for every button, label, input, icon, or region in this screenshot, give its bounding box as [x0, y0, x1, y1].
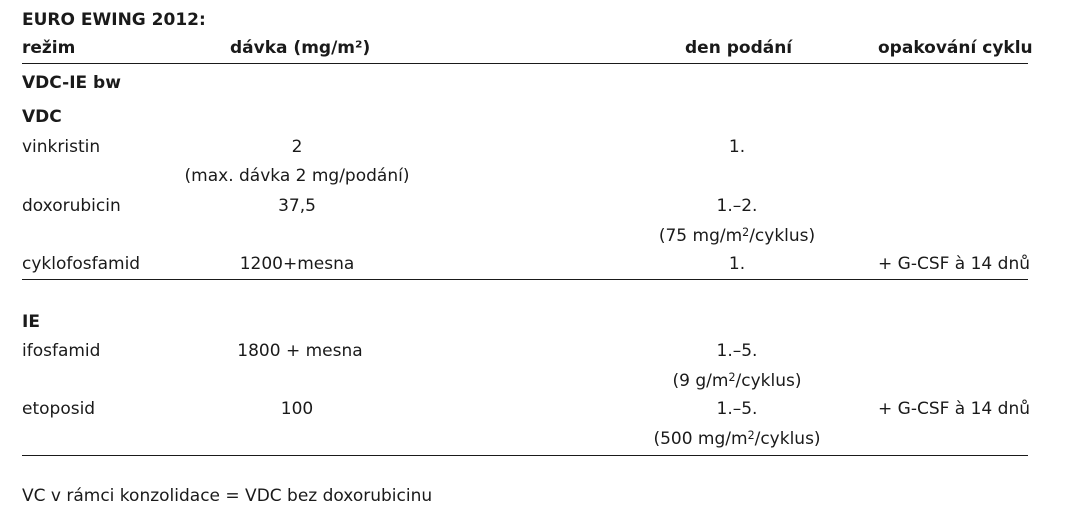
drug-name: doxorubicin [22, 196, 121, 216]
drug-dose: 100 [280, 399, 314, 419]
header-cycle: opakování cyklu [878, 38, 1033, 58]
drug-dose: 2 [291, 137, 303, 157]
protocol-name: VDC-IE bw [22, 73, 121, 93]
bottom-rule [22, 455, 1028, 456]
admin-day: 1. [728, 137, 746, 157]
drug-name: cyklofosfamid [22, 254, 141, 274]
drug-dose: 1200+mesna [239, 254, 355, 274]
drug-name: vinkristin [22, 137, 101, 157]
admin-day: 1.–5. [716, 341, 758, 361]
cycle-repeat: + G-CSF à 14 dnů [878, 399, 1030, 419]
drug-dose: 37,5 [278, 196, 316, 216]
drug-name: ifosfamid [22, 341, 101, 361]
header-day: den podání [685, 38, 793, 58]
group-rule [22, 279, 1028, 280]
footnote: VC v rámci konzolidace = VDC bez doxorubicinu [22, 486, 433, 506]
document-title: EURO EWING 2012: [22, 10, 206, 30]
cycle-repeat: + G-CSF à 14 dnů [878, 254, 1030, 274]
dose-note: (max. dávka 2 mg/podání) [184, 166, 410, 186]
header-regimen: režim [22, 38, 76, 58]
admin-day: 1.–2. [716, 196, 758, 216]
header-rule [22, 63, 1028, 64]
group-name-vdc: VDC [22, 107, 62, 127]
drug-name: etoposid [22, 399, 96, 419]
header-dose: dávka (mg/m²) [230, 38, 371, 58]
admin-day: 1.–5. [716, 399, 758, 419]
day-note: (75 $mg/m^2/cyklus$) [658, 226, 816, 246]
admin-day: 1. [728, 254, 746, 274]
drug-dose: 1800 + mesna [237, 341, 363, 361]
day-note: (500 $mg/m^2/cyklus$) [653, 429, 821, 449]
day-note: (9 $g/m^2/cyklus$) [672, 371, 802, 391]
group-name-ie: IE [22, 312, 40, 332]
